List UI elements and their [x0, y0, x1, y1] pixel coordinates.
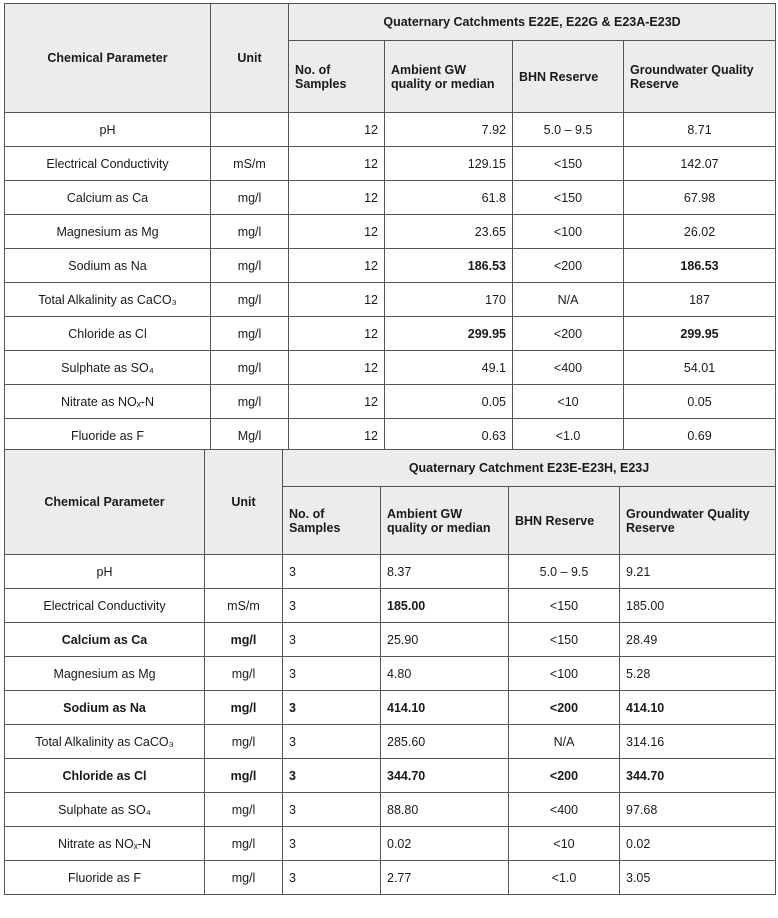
- gw-quality-reserve-cell: 97.68: [620, 793, 776, 827]
- table-row: [5, 555, 776, 589]
- parameter-cell: Total Alkalinity as CaCO₃: [5, 725, 205, 759]
- ambient-cell: 299.95: [385, 317, 513, 351]
- table-row: [5, 725, 776, 759]
- table-row: [5, 827, 776, 861]
- bhn-reserve-cell: <200: [509, 759, 620, 793]
- parameter-cell: Nitrate as NOₓ-N: [5, 385, 211, 419]
- gw-quality-reserve-cell: 344.70: [620, 759, 776, 793]
- header-unit: Unit: [205, 450, 283, 555]
- gw-quality-reserve-cell: 54.01: [624, 351, 776, 385]
- bhn-reserve-cell: 5.0 – 9.5: [509, 555, 620, 589]
- gw-quality-reserve-cell: 0.69: [624, 419, 776, 453]
- ambient-cell: 344.70: [381, 759, 509, 793]
- header-chemical-parameter: Chemical Parameter: [5, 4, 211, 113]
- gw-quality-reserve-cell: 0.02: [620, 827, 776, 861]
- header-gw-quality-reserve: Groundwater Quality Reserve: [620, 487, 776, 555]
- table-row: [5, 623, 776, 657]
- bhn-reserve-cell: <10: [513, 385, 624, 419]
- gw-quality-reserve-cell: 0.05: [624, 385, 776, 419]
- unit-cell: mg/l: [211, 181, 289, 215]
- parameter-cell: Calcium as Ca: [5, 623, 205, 657]
- parameter-cell: Chloride as Cl: [5, 759, 205, 793]
- samples-cell: 12: [289, 113, 385, 147]
- bhn-reserve-cell: <200: [513, 317, 624, 351]
- parameter-cell: Calcium as Ca: [5, 181, 211, 215]
- bhn-reserve-cell: 5.0 – 9.5: [513, 113, 624, 147]
- header-ambient-gw: Ambient GW quality or median: [385, 41, 513, 113]
- water-quality-table-1: [4, 3, 776, 453]
- header-catchment-group: Quaternary Catchments E22E, E22G & E23A-E23D: [289, 4, 776, 41]
- ambient-cell: 129.15: [385, 147, 513, 181]
- header-no-of-samples: No. of Samples: [289, 41, 385, 113]
- header-bhn-reserve: BHN Reserve: [513, 41, 624, 113]
- unit-cell: mg/l: [205, 827, 283, 861]
- header-catchment-group: Quaternary Catchment E23E-E23H, E23J: [283, 450, 776, 487]
- parameter-cell: Chloride as Cl: [5, 317, 211, 351]
- parameter-cell: Total Alkalinity as CaCO₃: [5, 283, 211, 317]
- bhn-reserve-cell: <100: [513, 215, 624, 249]
- ambient-cell: 2.77: [381, 861, 509, 895]
- samples-cell: 12: [289, 351, 385, 385]
- gw-quality-reserve-cell: 314.16: [620, 725, 776, 759]
- gw-quality-reserve-cell: 414.10: [620, 691, 776, 725]
- bhn-reserve-cell: <400: [509, 793, 620, 827]
- parameter-cell: Sodium as Na: [5, 691, 205, 725]
- gw-quality-reserve-cell: 67.98: [624, 181, 776, 215]
- table-row: [5, 283, 776, 317]
- samples-cell: 3: [283, 555, 381, 589]
- table-row: [5, 113, 776, 147]
- unit-cell: mS/m: [205, 589, 283, 623]
- samples-cell: 12: [289, 147, 385, 181]
- unit-cell: [211, 113, 289, 147]
- bhn-reserve-cell: <10: [509, 827, 620, 861]
- ambient-cell: 185.00: [381, 589, 509, 623]
- bhn-reserve-cell: N/A: [513, 283, 624, 317]
- parameter-cell: pH: [5, 555, 205, 589]
- bhn-reserve-cell: <100: [509, 657, 620, 691]
- samples-cell: 12: [289, 215, 385, 249]
- samples-cell: 3: [283, 725, 381, 759]
- gw-quality-reserve-cell: 28.49: [620, 623, 776, 657]
- unit-cell: mS/m: [211, 147, 289, 181]
- parameter-cell: Magnesium as Mg: [5, 657, 205, 691]
- ambient-cell: 7.92: [385, 113, 513, 147]
- ambient-cell: 23.65: [385, 215, 513, 249]
- unit-cell: [205, 555, 283, 589]
- gw-quality-reserve-cell: 9.21: [620, 555, 776, 589]
- bhn-reserve-cell: <150: [513, 147, 624, 181]
- ambient-cell: 186.53: [385, 249, 513, 283]
- ambient-cell: 0.02: [381, 827, 509, 861]
- table-row: [5, 249, 776, 283]
- bhn-reserve-cell: <1.0: [513, 419, 624, 453]
- unit-cell: mg/l: [211, 215, 289, 249]
- samples-cell: 12: [289, 385, 385, 419]
- gw-quality-reserve-cell: 26.02: [624, 215, 776, 249]
- bhn-reserve-cell: <200: [513, 249, 624, 283]
- ambient-cell: 0.05: [385, 385, 513, 419]
- table-row: [5, 861, 776, 895]
- gw-quality-reserve-cell: 3.05: [620, 861, 776, 895]
- table-row: [5, 351, 776, 385]
- unit-cell: mg/l: [205, 793, 283, 827]
- header-bhn-reserve: BHN Reserve: [509, 487, 620, 555]
- parameter-cell: Electrical Conductivity: [5, 589, 205, 623]
- bhn-reserve-cell: <150: [509, 589, 620, 623]
- parameter-cell: Electrical Conductivity: [5, 147, 211, 181]
- parameter-cell: Sulphate as SO₄: [5, 793, 205, 827]
- bhn-reserve-cell: <400: [513, 351, 624, 385]
- ambient-cell: 414.10: [381, 691, 509, 725]
- unit-cell: mg/l: [205, 861, 283, 895]
- parameter-cell: Sodium as Na: [5, 249, 211, 283]
- unit-cell: mg/l: [211, 351, 289, 385]
- unit-cell: mg/l: [211, 249, 289, 283]
- table-2-body: [5, 555, 776, 895]
- samples-cell: 12: [289, 419, 385, 453]
- bhn-reserve-cell: <200: [509, 691, 620, 725]
- header-ambient-gw: Ambient GW quality or median: [381, 487, 509, 555]
- table-row: [5, 793, 776, 827]
- gw-quality-reserve-cell: 142.07: [624, 147, 776, 181]
- parameter-cell: Magnesium as Mg: [5, 215, 211, 249]
- samples-cell: 3: [283, 691, 381, 725]
- samples-cell: 3: [283, 827, 381, 861]
- ambient-cell: 170: [385, 283, 513, 317]
- ambient-cell: 285.60: [381, 725, 509, 759]
- gw-quality-reserve-cell: 187: [624, 283, 776, 317]
- ambient-cell: 25.90: [381, 623, 509, 657]
- samples-cell: 12: [289, 283, 385, 317]
- unit-cell: mg/l: [205, 691, 283, 725]
- unit-cell: mg/l: [205, 623, 283, 657]
- samples-cell: 12: [289, 317, 385, 351]
- samples-cell: 3: [283, 589, 381, 623]
- gw-quality-reserve-cell: 299.95: [624, 317, 776, 351]
- bhn-reserve-cell: <1.0: [509, 861, 620, 895]
- table-row: [5, 589, 776, 623]
- table-row: [5, 759, 776, 793]
- gw-quality-reserve-cell: 5.28: [620, 657, 776, 691]
- samples-cell: 12: [289, 249, 385, 283]
- parameter-cell: Fluoride as F: [5, 419, 211, 453]
- unit-cell: Mg/l: [211, 419, 289, 453]
- samples-cell: 3: [283, 657, 381, 691]
- gw-quality-reserve-cell: 186.53: [624, 249, 776, 283]
- gw-quality-reserve-cell: 8.71: [624, 113, 776, 147]
- samples-cell: 12: [289, 181, 385, 215]
- table-row: [5, 691, 776, 725]
- samples-cell: 3: [283, 861, 381, 895]
- table-row: [5, 385, 776, 419]
- ambient-cell: 49.1: [385, 351, 513, 385]
- samples-cell: 3: [283, 623, 381, 657]
- water-quality-table-2: [4, 449, 776, 895]
- ambient-cell: 88.80: [381, 793, 509, 827]
- table-row: [5, 317, 776, 351]
- header-no-of-samples: No. of Samples: [283, 487, 381, 555]
- unit-cell: mg/l: [205, 725, 283, 759]
- ambient-cell: 8.37: [381, 555, 509, 589]
- unit-cell: mg/l: [211, 385, 289, 419]
- samples-cell: 3: [283, 793, 381, 827]
- samples-cell: 3: [283, 759, 381, 793]
- table-row: [5, 657, 776, 691]
- ambient-cell: 4.80: [381, 657, 509, 691]
- unit-cell: mg/l: [211, 317, 289, 351]
- unit-cell: mg/l: [205, 657, 283, 691]
- parameter-cell: Sulphate as SO₄: [5, 351, 211, 385]
- table-row: [5, 181, 776, 215]
- header-chemical-parameter: Chemical Parameter: [5, 450, 205, 555]
- bhn-reserve-cell: <150: [513, 181, 624, 215]
- ambient-cell: 0.63: [385, 419, 513, 453]
- gw-quality-reserve-cell: 185.00: [620, 589, 776, 623]
- header-unit: Unit: [211, 4, 289, 113]
- ambient-cell: 61.8: [385, 181, 513, 215]
- table-row: [5, 215, 776, 249]
- table-1-body: [5, 113, 776, 453]
- unit-cell: mg/l: [211, 283, 289, 317]
- parameter-cell: Nitrate as NOₓ-N: [5, 827, 205, 861]
- header-gw-quality-reserve: Groundwater Quality Reserve: [624, 41, 776, 113]
- parameter-cell: pH: [5, 113, 211, 147]
- table-row: [5, 147, 776, 181]
- bhn-reserve-cell: <150: [509, 623, 620, 657]
- bhn-reserve-cell: N/A: [509, 725, 620, 759]
- unit-cell: mg/l: [205, 759, 283, 793]
- table-row: [5, 419, 776, 453]
- parameter-cell: Fluoride as F: [5, 861, 205, 895]
